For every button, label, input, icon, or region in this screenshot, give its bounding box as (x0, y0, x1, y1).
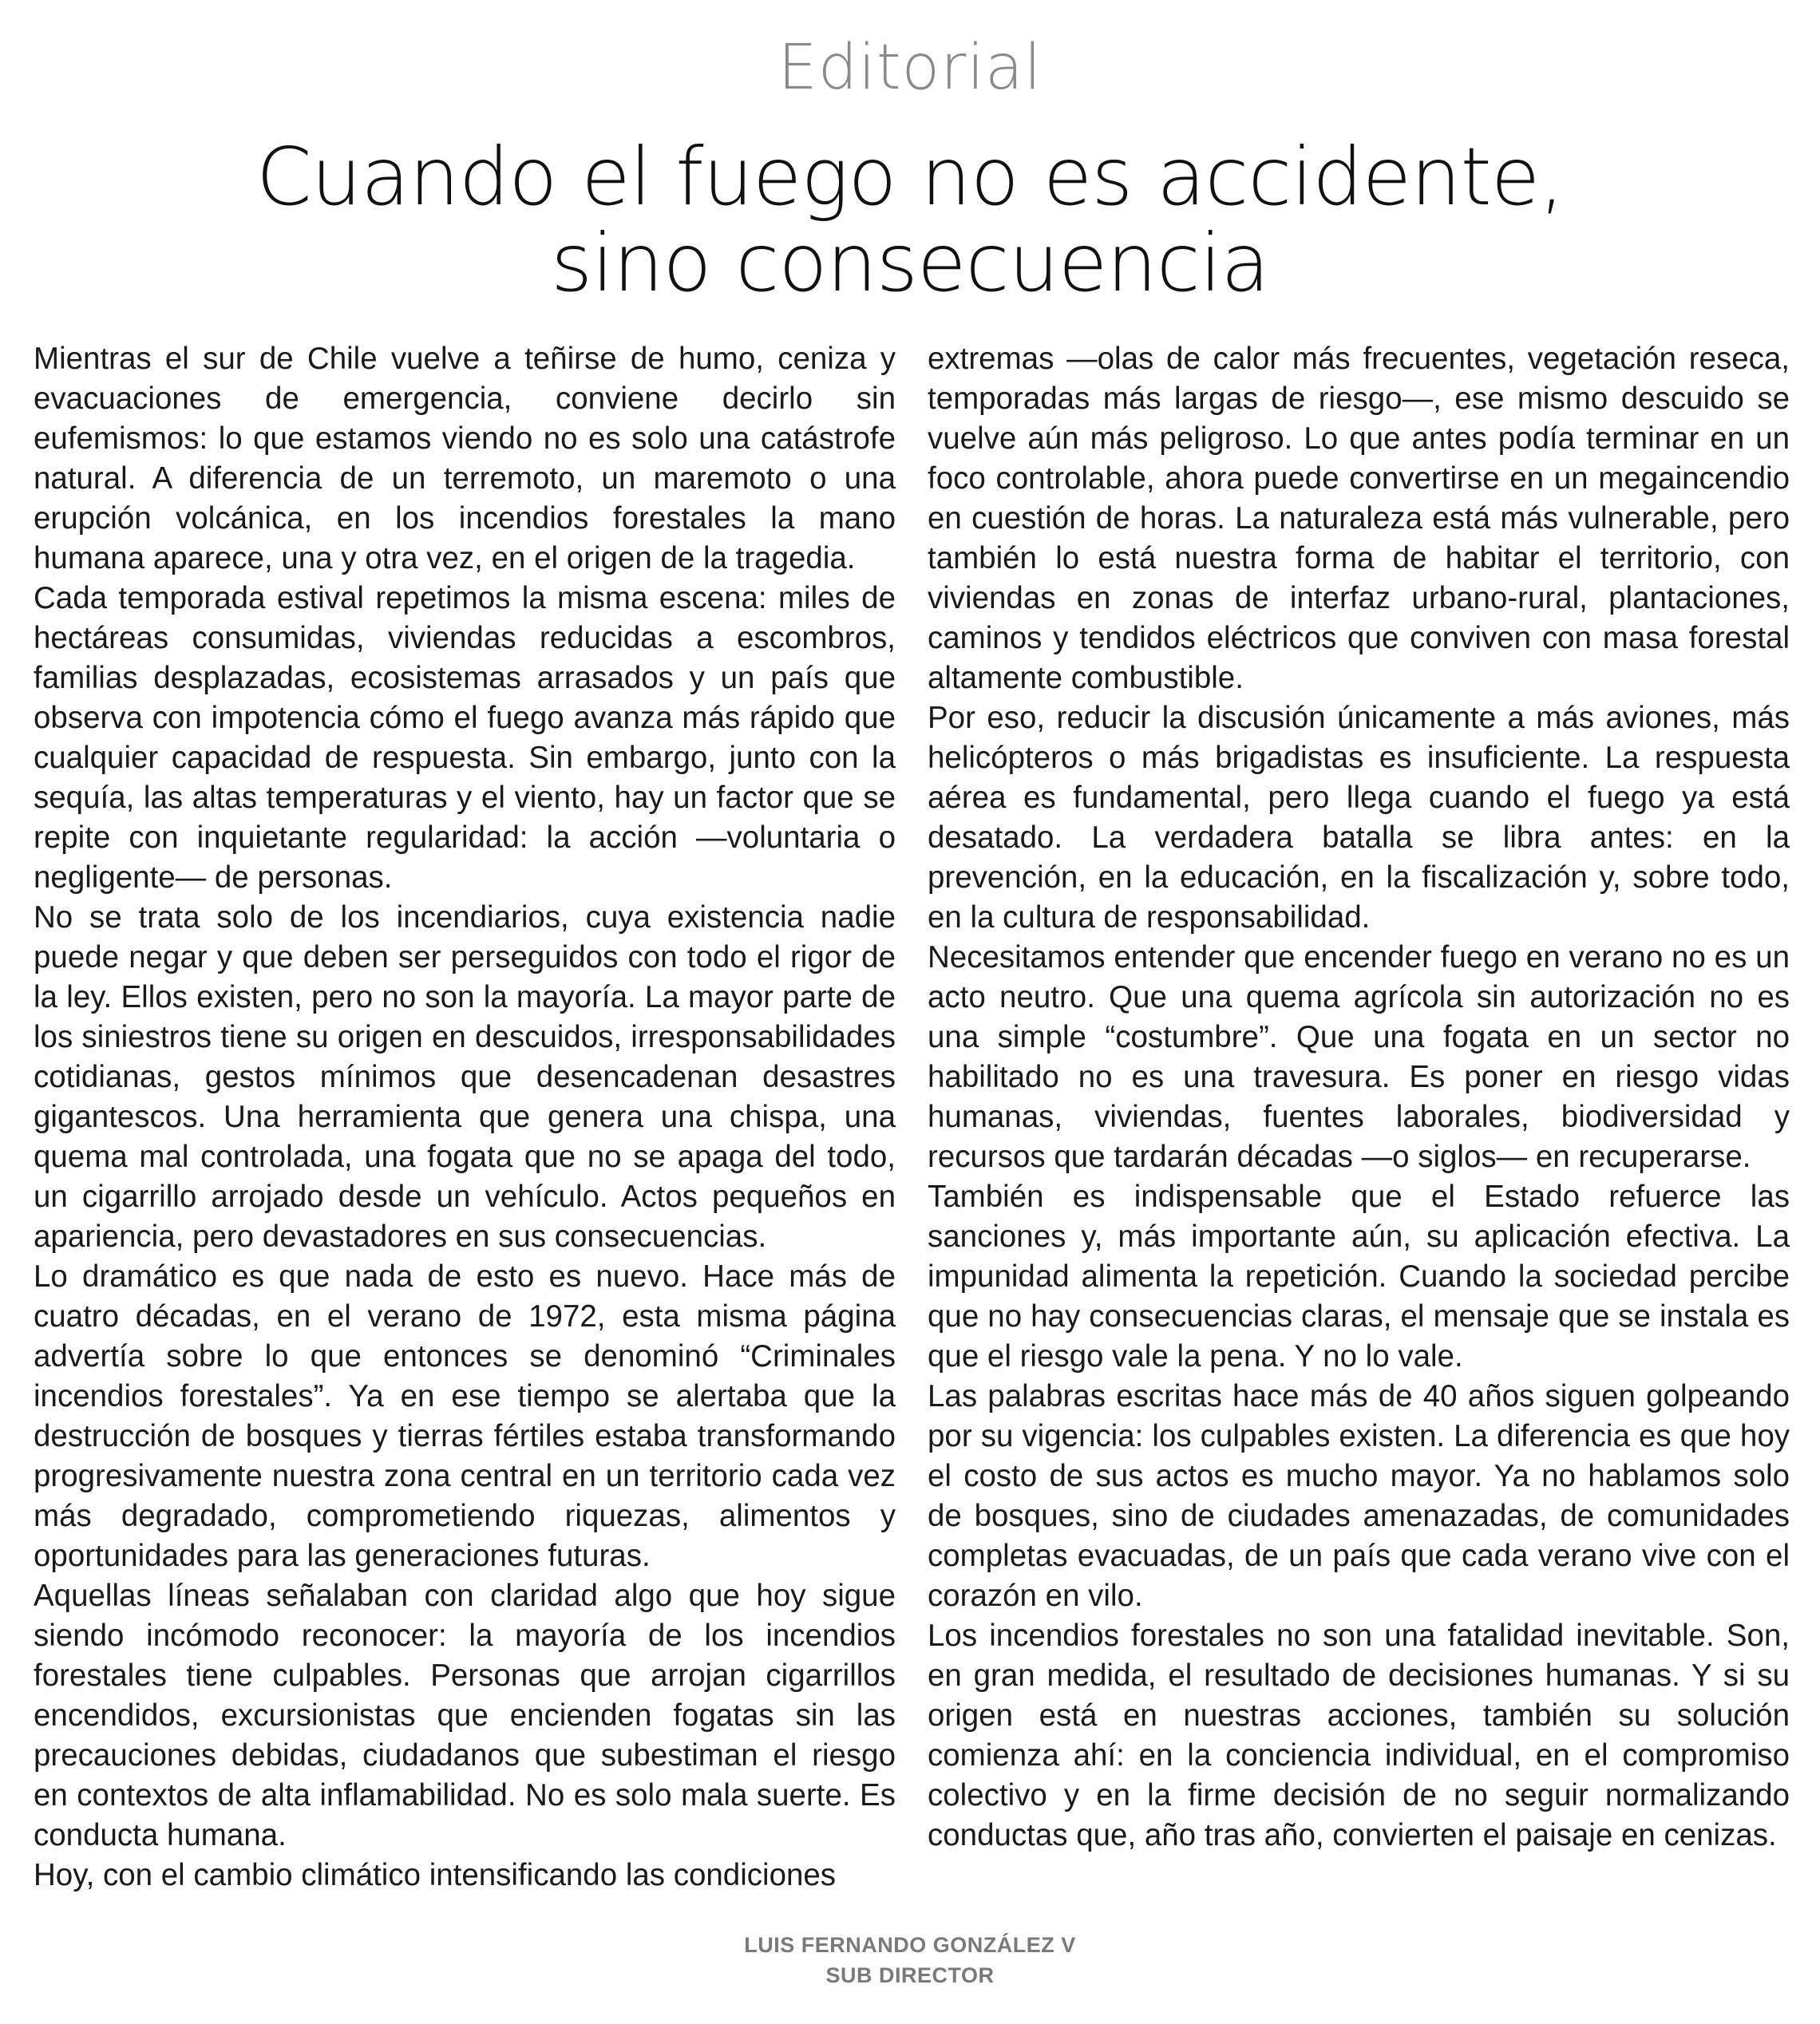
paragraph: También es indispensable que el Estado refuerce las sanciones y, más importante aún, su aplicación efectiva. La impunidad alimenta la repetición. Cuando la sociedad percibe que no hay consecuencias claras, el mensaje que se instala es que el riesgo vale la pena. Y no lo vale. (928, 1180, 1790, 1374)
headline-line-1: Cuando el fuego no es accidente, (255, 130, 1565, 223)
paragraph: Lo dramático es que nada de esto es nuevo. Hace más de cuatro décadas, en el verano de 1972, esta misma página advertía sobre lo que entonces se denominó “Criminales incendios forestales”. Ya en ese tiempo se alertaba que la destrucción de bosques y tierras fértiles estaba transformando progresivamente nuestra zona central en un territorio cada vez más degradado, comprometiendo riquezas, alimentos y oportunidades para las generaciones futuras. (34, 1259, 896, 1573)
paragraph: Aquellas líneas señalaban con claridad algo que hoy sigue siendo incómodo reconocer: la mayoría de los incendios forestales tiene culpables. Personas que arrojan cigarrillos encendidos, excursionistas que encienden fogatas sin las precauciones debidas, ciudadanos que subestiman el riesgo en contextos de alta inflamabilidad. No es solo mala suerte. Es conducta humana. (34, 1579, 896, 1852)
paragraph: Las palabras escritas hace más de 40 años siguen golpeando por su vigencia: los culpables existen. La diferencia es que hoy el costo de sus actos es mucho mayor. Ya no hablamos solo de bosques, sino de ciudades amenazadas, de comunidades completas evacuadas, de un país que cada verano vive con el corazón en vilo. (928, 1379, 1790, 1613)
paragraph: Cada temporada estival repetimos la misma escena: miles de hectáreas consumidas, viviendas reducidas a escombros, familias desplazadas, ecosistemas arrasados y un país que observa con impotencia cómo el fuego avanza más rápido que cualquier capacidad de respuesta. Sin embargo, junto con la sequía, las altas temperaturas y el viento, hay un factor que se repite con inquietante regularidad: la acción —voluntaria o negligente— de personas. (34, 581, 896, 895)
paragraph: No se trata solo de los incendiarios, cuya existencia nadie puede negar y que deben ser perseguidos con todo el rigor de la ley. Ellos existen, pero no son la mayoría. La mayor parte de los siniestros tiene su origen en descuidos, irresponsabilidades cotidianas, gestos mínimos que desencadenan desastres gigantescos. Una herramienta que genera una chispa, una quema mal controlada, una fogata que no se apaga del todo, un cigarrillo arrojado desde un vehículo. Actos pequeños en apariencia, pero devastadores en sus consecuencias. (34, 900, 896, 1254)
section-label: Editorial (777, 32, 1043, 104)
article-column-right (928, 339, 1790, 1856)
headline (0, 130, 1820, 310)
paragraph: Necesitamos entender que encender fuego en verano no es un acto neutro. Que una quema agrícola sin autorización no es una simple “costumbre”. Que una fogata en un sector no habilitado no es una travesura. Es poner en riesgo vidas humanas, viviendas, fuentes laborales, biodiversidad y recursos que tardarán décadas —o siglos— en recuperarse. (928, 940, 1790, 1174)
paragraph: Los incendios forestales no son una fatalidad inevitable. Son, en gran medida, el resultado de decisiones humanas. Y si su origen está en nuestras acciones, también su solución comienza ahí: en la conciencia individual, en el compromiso colectivo y en la firme decisión de no seguir normalizando conductas que, año tras año, convierten el paisaje en cenizas. (928, 1619, 1790, 1852)
byline-role: SUB DIRECTOR (825, 1963, 995, 1987)
paragraph: Mientras el sur de Chile vuelve a teñirse de humo, ceniza y evacuaciones de emergencia, conviene decirlo sin eufemismos: lo que estamos viendo no es solo una catástrofe natural. A diferencia de un terremoto, un maremoto o una erupción volcánica, en los incendios forestales la mano humana aparece, una y otra vez, en el origen de la tragedia. (34, 342, 896, 575)
paragraph: Hoy, con el cambio climático intensificando las condiciones (34, 1858, 837, 1892)
byline (0, 1930, 1820, 1990)
byline-name: LUIS FERNANDO GONZÁLEZ V (744, 1933, 1076, 1957)
article-column-left (34, 339, 896, 1896)
headline-line-2: sino consecuencia (551, 216, 1269, 310)
paragraph: Por eso, reducir la discusión únicamente a más aviones, más helicópteros o más brigadistas es insuficiente. La respuesta aérea es fundamental, pero llega cuando el fuego ya está desatado. La verdadera batalla se libra antes: en la prevención, en la educación, en la fiscalización y, sobre todo, en la cultura de responsabilidad. (928, 701, 1790, 935)
paragraph: extremas —olas de calor más frecuentes, vegetación reseca, temporadas más largas de riesgo—, ese mismo descuido se vuelve aún más peligroso. Lo que antes podía terminar en un foco controlable, ahora puede convertirse en un megaincendio en cuestión de horas. La naturaleza está más vulnerable, pero también lo está nuestra forma de habitar el territorio, con viviendas en zonas de interfaz urbano-rural, plantaciones, caminos y tendidos eléctricos que conviven con masa forestal altamente combustible. (928, 342, 1790, 695)
